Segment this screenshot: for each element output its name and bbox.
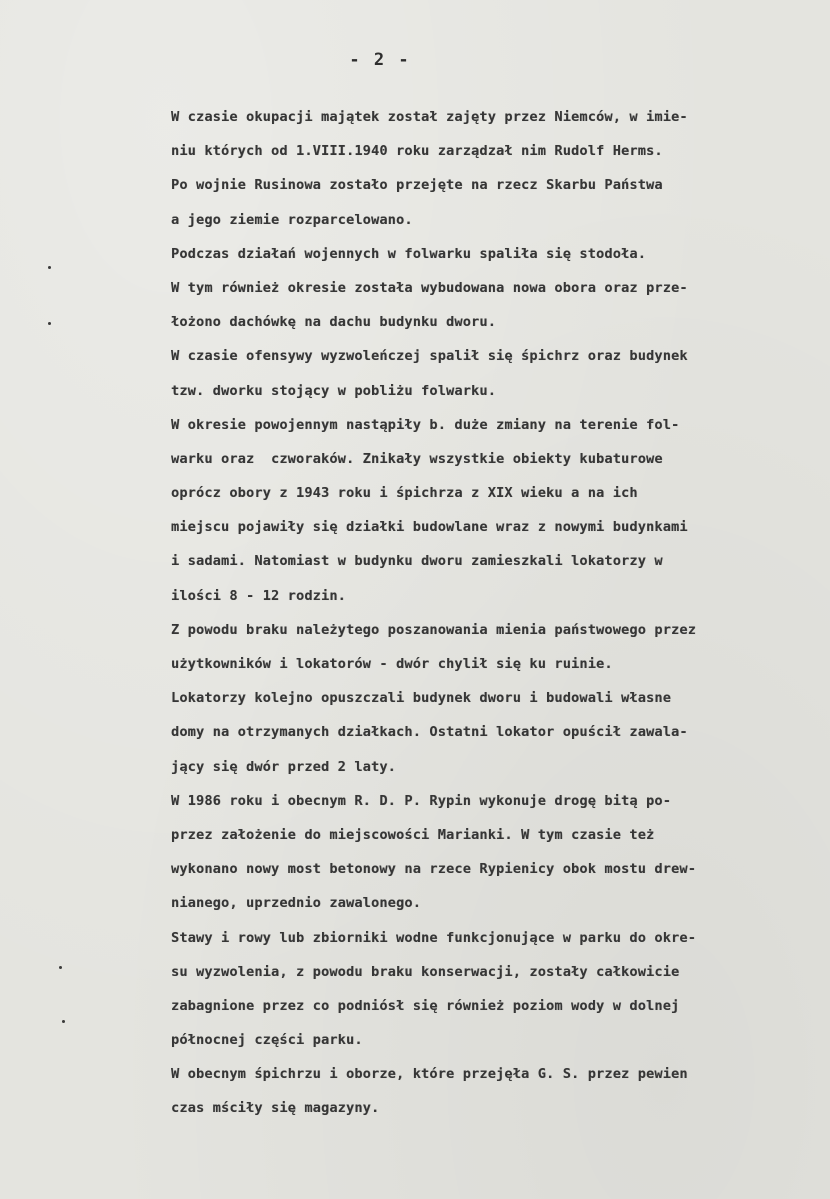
text-line: W 1986 roku i obecnym R. D. P. Rypin wykonuje drogę bitą po- xyxy=(171,792,672,809)
page-number: - 2 - xyxy=(349,50,411,70)
text-line: a jego ziemie rozparcelowano. xyxy=(171,211,413,228)
text-line: Podczas działań wojennych w folwarku spaliła się stodoła. xyxy=(171,245,647,262)
text-line: domy na otrzymanych działkach. Ostatni lokator opuścił zawala- xyxy=(171,724,688,741)
text-line: su wyzwolenia, z powodu braku konserwacji, zostały całkowicie xyxy=(171,963,680,980)
text-line: tzw. dworku stojący w pobliżu folwarku. xyxy=(171,382,497,399)
margin-mark xyxy=(59,966,62,969)
text-line: niu których od 1.VIII.1940 roku zarządzał nim Rudolf Herms. xyxy=(171,143,663,160)
text-line: nianego, uprzednio zawalonego. xyxy=(171,895,422,912)
text-line: W czasie ofensywy wyzwoleńczej spalił się śpichrz oraz budynek xyxy=(171,348,688,365)
text-line: Po wojnie Rusinowa zostało przejęte na rzecz Skarbu Państwa xyxy=(171,177,663,194)
text-line: północnej części parku. xyxy=(171,1032,363,1049)
text-line: W obecnym śpichrzu i oborze, które przejęła G. S. przez pewien xyxy=(171,1066,688,1083)
text-line: W tym również okresie została wybudowana nowa obora oraz prze- xyxy=(171,279,688,296)
typed-body-text xyxy=(171,100,826,1126)
text-line: ilości 8 - 12 rodzin. xyxy=(171,587,347,604)
text-line: W okresie powojennym nastąpiły b. duże zmiany na terenie fol- xyxy=(171,416,680,433)
text-line: Stawy i rowy lub zbiorniki wodne funkcjonujące w parku do okre- xyxy=(171,929,697,946)
text-line: jący się dwór przed 2 laty. xyxy=(171,758,397,775)
margin-mark xyxy=(62,1020,65,1023)
text-line: miejscu pojawiły się działki budowlane wraz z nowymi budynkami xyxy=(171,519,688,536)
text-line: warku oraz czworaków. Znikały wszystkie obiekty kubaturowe xyxy=(171,450,663,467)
text-line: W czasie okupacji majątek został zajęty przez Niemców, w imie- xyxy=(171,109,688,125)
text-line: łożono dachówkę na dachu budynku dworu. xyxy=(171,314,497,331)
text-line: Z powodu braku należytego poszanowania mienia państwowego przez xyxy=(171,621,697,638)
text-line: Lokatorzy kolejno opuszczali budynek dworu i budowali własne xyxy=(171,690,672,707)
text-line: czas mściły się magazyny. xyxy=(171,1100,380,1117)
text-line: zabagnione przez co podniósł się również poziom wody w dolnej xyxy=(171,997,680,1014)
text-line: wykonano nowy most betonowy na rzece Rypienicy obok mostu drew- xyxy=(171,861,697,878)
text-line: użytkowników i lokatorów - dwór chylił się ku ruinie. xyxy=(171,656,613,672)
margin-mark xyxy=(48,266,51,269)
text-line: przez założenie do miejscowości Marianki. W tym czasie też xyxy=(171,826,655,843)
text-line: oprócz obory z 1943 roku i śpichrza z XIX wieku a na ich xyxy=(171,485,638,502)
margin-mark xyxy=(48,322,51,325)
text-line: i sadami. Natomiast w budynku dworu zamieszkali lokatorzy w xyxy=(171,553,663,570)
